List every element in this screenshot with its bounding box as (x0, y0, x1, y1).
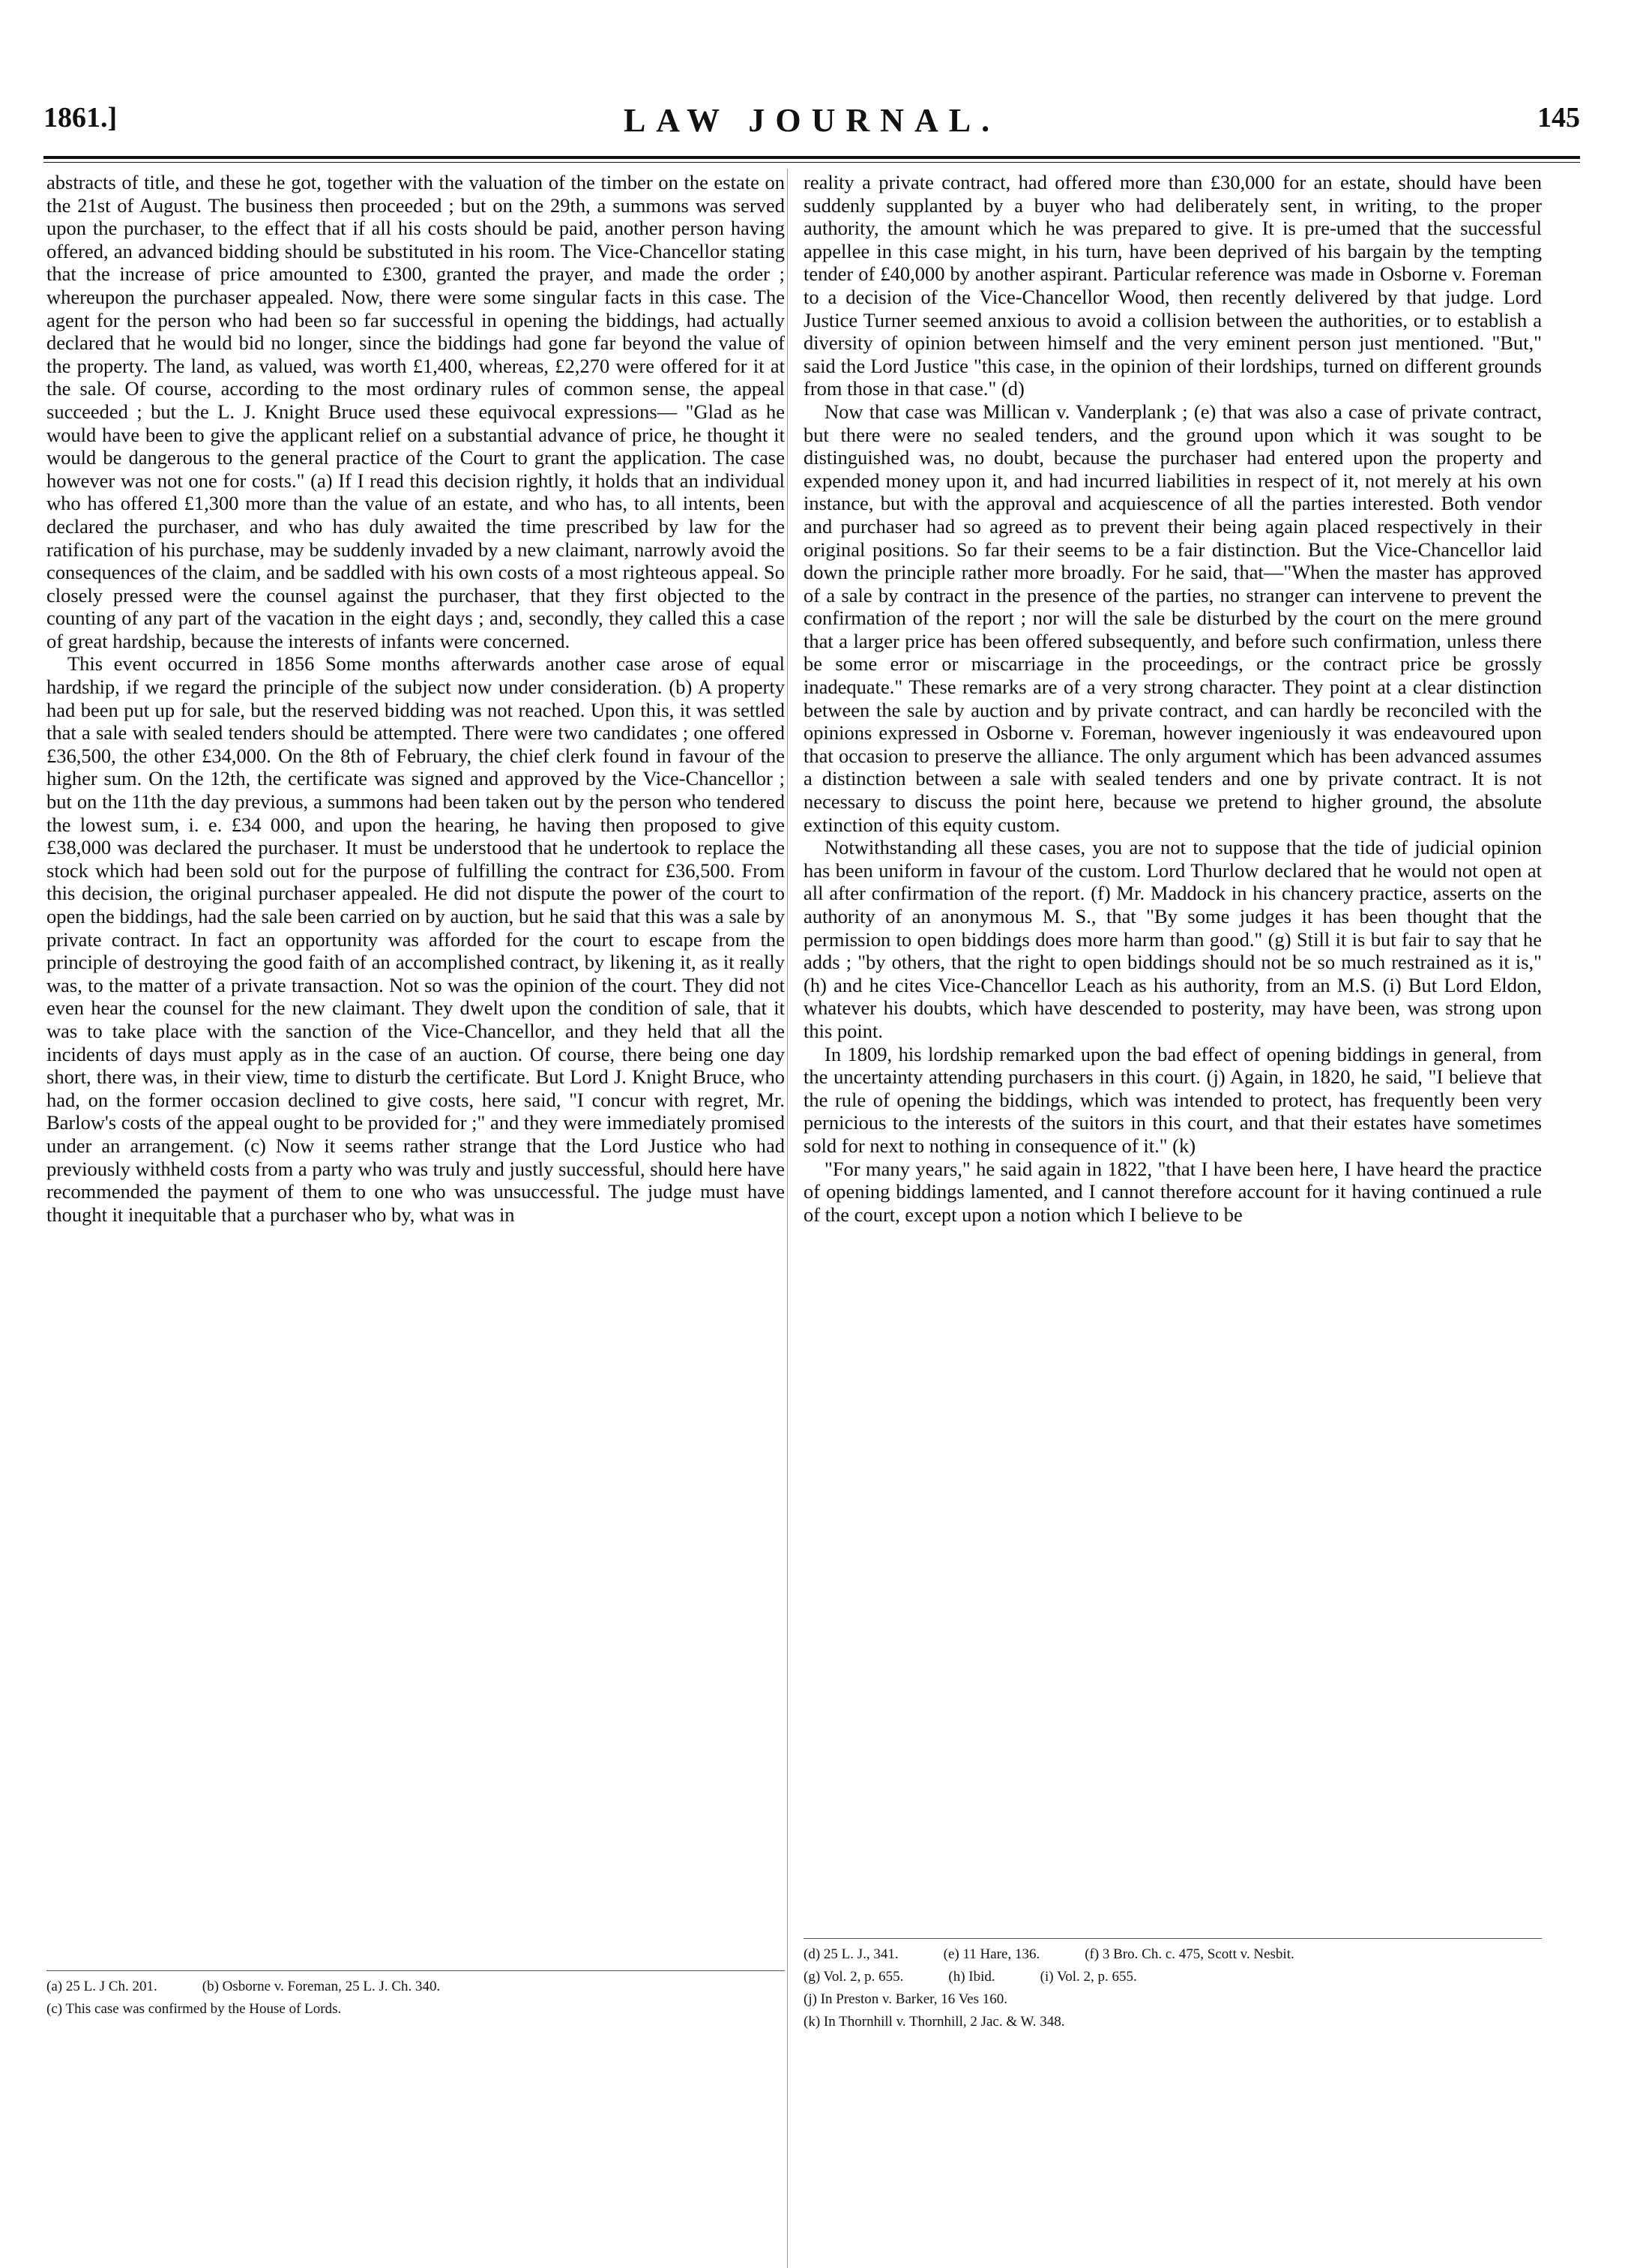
left-paragraph-1: abstracts of title, and these he got, together with the valuation of the timber on the estate on the 21st of August. The business then proceeded ; but on the 29th, a summons was served upon the purchaser, to the effect that if all his costs should be paid, another person having offered, an advanced bidding should be substituted in his room. The Vice-Chancellor stating that the increase of price amounted to £300, granted the prayer, and made the order ; whereupon the purchaser appealed. Now, there were some singular facts in this case. The agent for the person who had been so far successful in opening the biddings, had actually declared that he would bid no longer, since the biddings had gone far beyond the value of the property. The land, as valued, was worth £1,400, whereas, £2,270 were offered for it at the sale. Of course, according to the most ordinary rules of common sense, the appeal succeeded ; but the L. J. Knight Bruce used these equivocal expressions— "Glad as he would have been to give the applicant relief on a substantial advance of price, he thought it would be dangerous to the general practice of the Court to grant the application. The case however was not one for costs." (a) If I read this decision rightly, it holds that an individual who has offered £1,300 more than the value of an estate, and who has, to all intents, been declared the purchaser, and who has duly awaited the time prescribed by law for the ratification of his purchase, may be suddenly invaded by a new claimant, narrowly avoid the consequences of the claim, and be saddled with his own costs of a most righteous appeal. So closely pressed were the counsel against the purchaser, that they first objected to the counting of any part of the vacation in the eight days ; and, secondly, they called this a case of great hardship, because the interests of infants were concerned. (46, 171, 785, 652)
left-footnotes (46, 1970, 785, 2021)
footnote-row (804, 1943, 1542, 1966)
journal-title: LAW JOURNAL. (623, 102, 1001, 139)
header-rule-thin (43, 162, 1580, 163)
footnote-g: (g) Vol. 2, p. 655. (804, 1969, 904, 1985)
header-rule-thick (43, 156, 1580, 159)
right-paragraph-2: Now that case was Millican v. Vanderplank ; (e) that was also a case of private contract, but there were no sealed tenders, and the ground upon which it was sought to be distinguished was, no doubt, because the purchaser had entered upon the property and expended money upon it, and had incurred liabilities in respect of it, not merely at his own instance, but with the approval and acquiescence of all the parties interested. Both vendor and purchaser had so agreed as to prevent their being again placed respectively in their original positions. So far their seems to be a fair distinction. But the Vice-Chancellor laid down the principle rather more broadly. For he said, that—"When the master has approved of a sale by contract in the presence of the parties, no stranger can intervene to prevent the confirmation of the report ; nor will the sale be disturbed by the court on the mere ground that a larger price has been offered subsequently, and before such confirmation, unless there be some error or miscarriage in the proceedings, or the contract price be grossly inadequate." These remarks are of a very strong character. They point at a clear distinction between the sale by auction and by private contract, and can hardly be reconciled with the opinions expressed in Osborne v. Foreman, however ingeniously it was endeavoured upon that occasion to preserve the alliance. The only argument which has been advanced assumes a distinction between a sale with sealed tenders and one by private contract. It is not necessary to discuss the point here, because we pretend to higher ground, the absolute extinction of this equity custom. (804, 400, 1542, 836)
footnote-i: (i) Vol. 2, p. 655. (1040, 1969, 1137, 1985)
footnote-f: (f) 3 Bro. Ch. c. 475, Scott v. Nesbit. (1085, 1946, 1294, 1962)
footnote-h: (h) Ibid. (948, 1969, 995, 1985)
footnote-b: (b) Osborne v. Foreman, 25 L. J. Ch. 340. (202, 1979, 441, 1994)
footnote-row (46, 1976, 785, 1998)
right-column (804, 171, 1542, 1226)
column-divider (787, 169, 788, 2268)
right-paragraph-1: reality a private contract, had offered more than £30,000 for an estate, should have been suddenly supplanted by a buyer who had deliberately sent, in writing, to the proper authority, the amount which he was prepared to give. It is pre-umed that the successful appellee in this case might, in his turn, have been deprived of his bargain by the tempting tender of £40,000 by another aspirant. Particular reference was made in Osborne v. Foreman to a decision of the Vice-Chancellor Wood, then recently delivered by that judge. Lord Justice Turner seemed anxious to avoid a collision between the authorities, or to establish a diversity of opinion between himself and the very eminent person just mentioned. "But," said the Lord Justice "this case, in the opinion of their lordships, turned on different grounds from those in that case." (d) (804, 171, 1542, 400)
footnote-row (804, 1966, 1542, 1988)
footnote-e: (e) 11 Hare, 136. (943, 1946, 1040, 1962)
right-paragraph-4: In 1809, his lordship remarked upon the bad effect of opening biddings in general, from the uncertainty attending purchasers in this court. (j) Again, in 1820, he said, "I believe that the rule of opening the biddings, which was intended to protect, has frequently been very pernicious to the interests of the suitors in this court, and that their estates have sometimes sold for next to nothing in consequence of it." (k) (804, 1042, 1542, 1157)
right-paragraph-3: Notwithstanding all these cases, you are not to suppose that the tide of judicial opinion has been uniform in favour of the custom. Lord Thurlow declared that he would not open at all after confirmation of the report. (f) Mr. Maddock in his chancery practice, asserts on the authority of an anonymous M. S., that "By some judges it has been thought that the permission to open biddings does more harm than good." (g) Still it is but fair to say that he adds ; "by others, that the right to open biddings should not be so much restrained as it is," (h) and he cites Vice-Chancellor Leach as his authority, from an M.S. (i) But Lord Eldon, whatever his doubts, which have descended to posterity, may have been, was strong upon this point. (804, 836, 1542, 1042)
header-year: 1861.] (43, 102, 118, 133)
footnote-j: (j) In Preston v. Barker, 16 Ves 160. (804, 1991, 1008, 2007)
page-number: 145 (1537, 102, 1580, 133)
footnote-d: (d) 25 L. J., 341. (804, 1946, 899, 1962)
right-footnotes (804, 1938, 1542, 2033)
footnote-k: (k) In Thornhill v. Thornhill, 2 Jac. & W. 348. (804, 2014, 1065, 2030)
right-paragraph-5: "For many years," he said again in 1822, "that I have been here, I have heard the practice of opening biddings lamented, and I cannot therefore account for it having continued a rule of the court, except upon a notion which I believe to be (804, 1157, 1542, 1226)
left-column (46, 171, 785, 1226)
footnote-a: (a) 25 L. J Ch. 201. (46, 1979, 157, 1994)
running-header (43, 101, 1580, 148)
footnote-c: (c) This case was confirmed by the House of Lords. (46, 2001, 342, 2017)
left-paragraph-2: This event occurred in 1856 Some months afterwards another case arose of equal hardship, if we regard the principle of the subject now under consideration. (b) A property had been put up for sale, but the reserved bidding was not reached. Upon this, it was settled that a sale with sealed tenders should be attempted. There were two candidates ; one offered £36,500, the other £34,000. On the 8th of February, the chief clerk found in favour of the higher sum. On the 12th, the certificate was signed and approved by the Vice-Chancellor ; but on the 11th the day previous, a summons had been taken out by the person who tendered the lowest sum, i. e. £34 000, and upon the hearing, he having then proposed to give £38,000 was declared the purchaser. It must be understood that he undertook to replace the stock which had been sold out for the purpose of fulfilling the contract for £36,500. From this decision, the original purchaser appealed. He did not dispute the power of the court to open the biddings, had the sale been carried on by auction, but he said that this was a sale by private contract. In fact an opportunity was afforded for the court to escape from the principle of destroying the good faith of an accomplished contract, by likening it, as it really was, to the matter of a private transaction. Not so was the opinion of the court. They did not even hear the counsel for the new claimant. They dwelt upon the condition of sale, that it was to take place with the sanction of the Vice-Chancellor, and they held that all the incidents of days must apply as in the case of an auction. Of course, there being one day short, there was, in their view, time to disturb the certificate. But Lord J. Knight Bruce, who had, on the former occasion declined to give costs, here said, "I concur with regret, Mr. Barlow's costs of the appeal ought to be provided for ;" and they were immediately promised under an arrangement. (c) Now it seems rather strange that the Lord Justice who had previously withheld costs from a party who was truly and justly successful, should here have recommended the payment of them to one who was unsuccessful. The judge must have thought it inequitable that a purchaser who by, what was in (46, 652, 785, 1226)
